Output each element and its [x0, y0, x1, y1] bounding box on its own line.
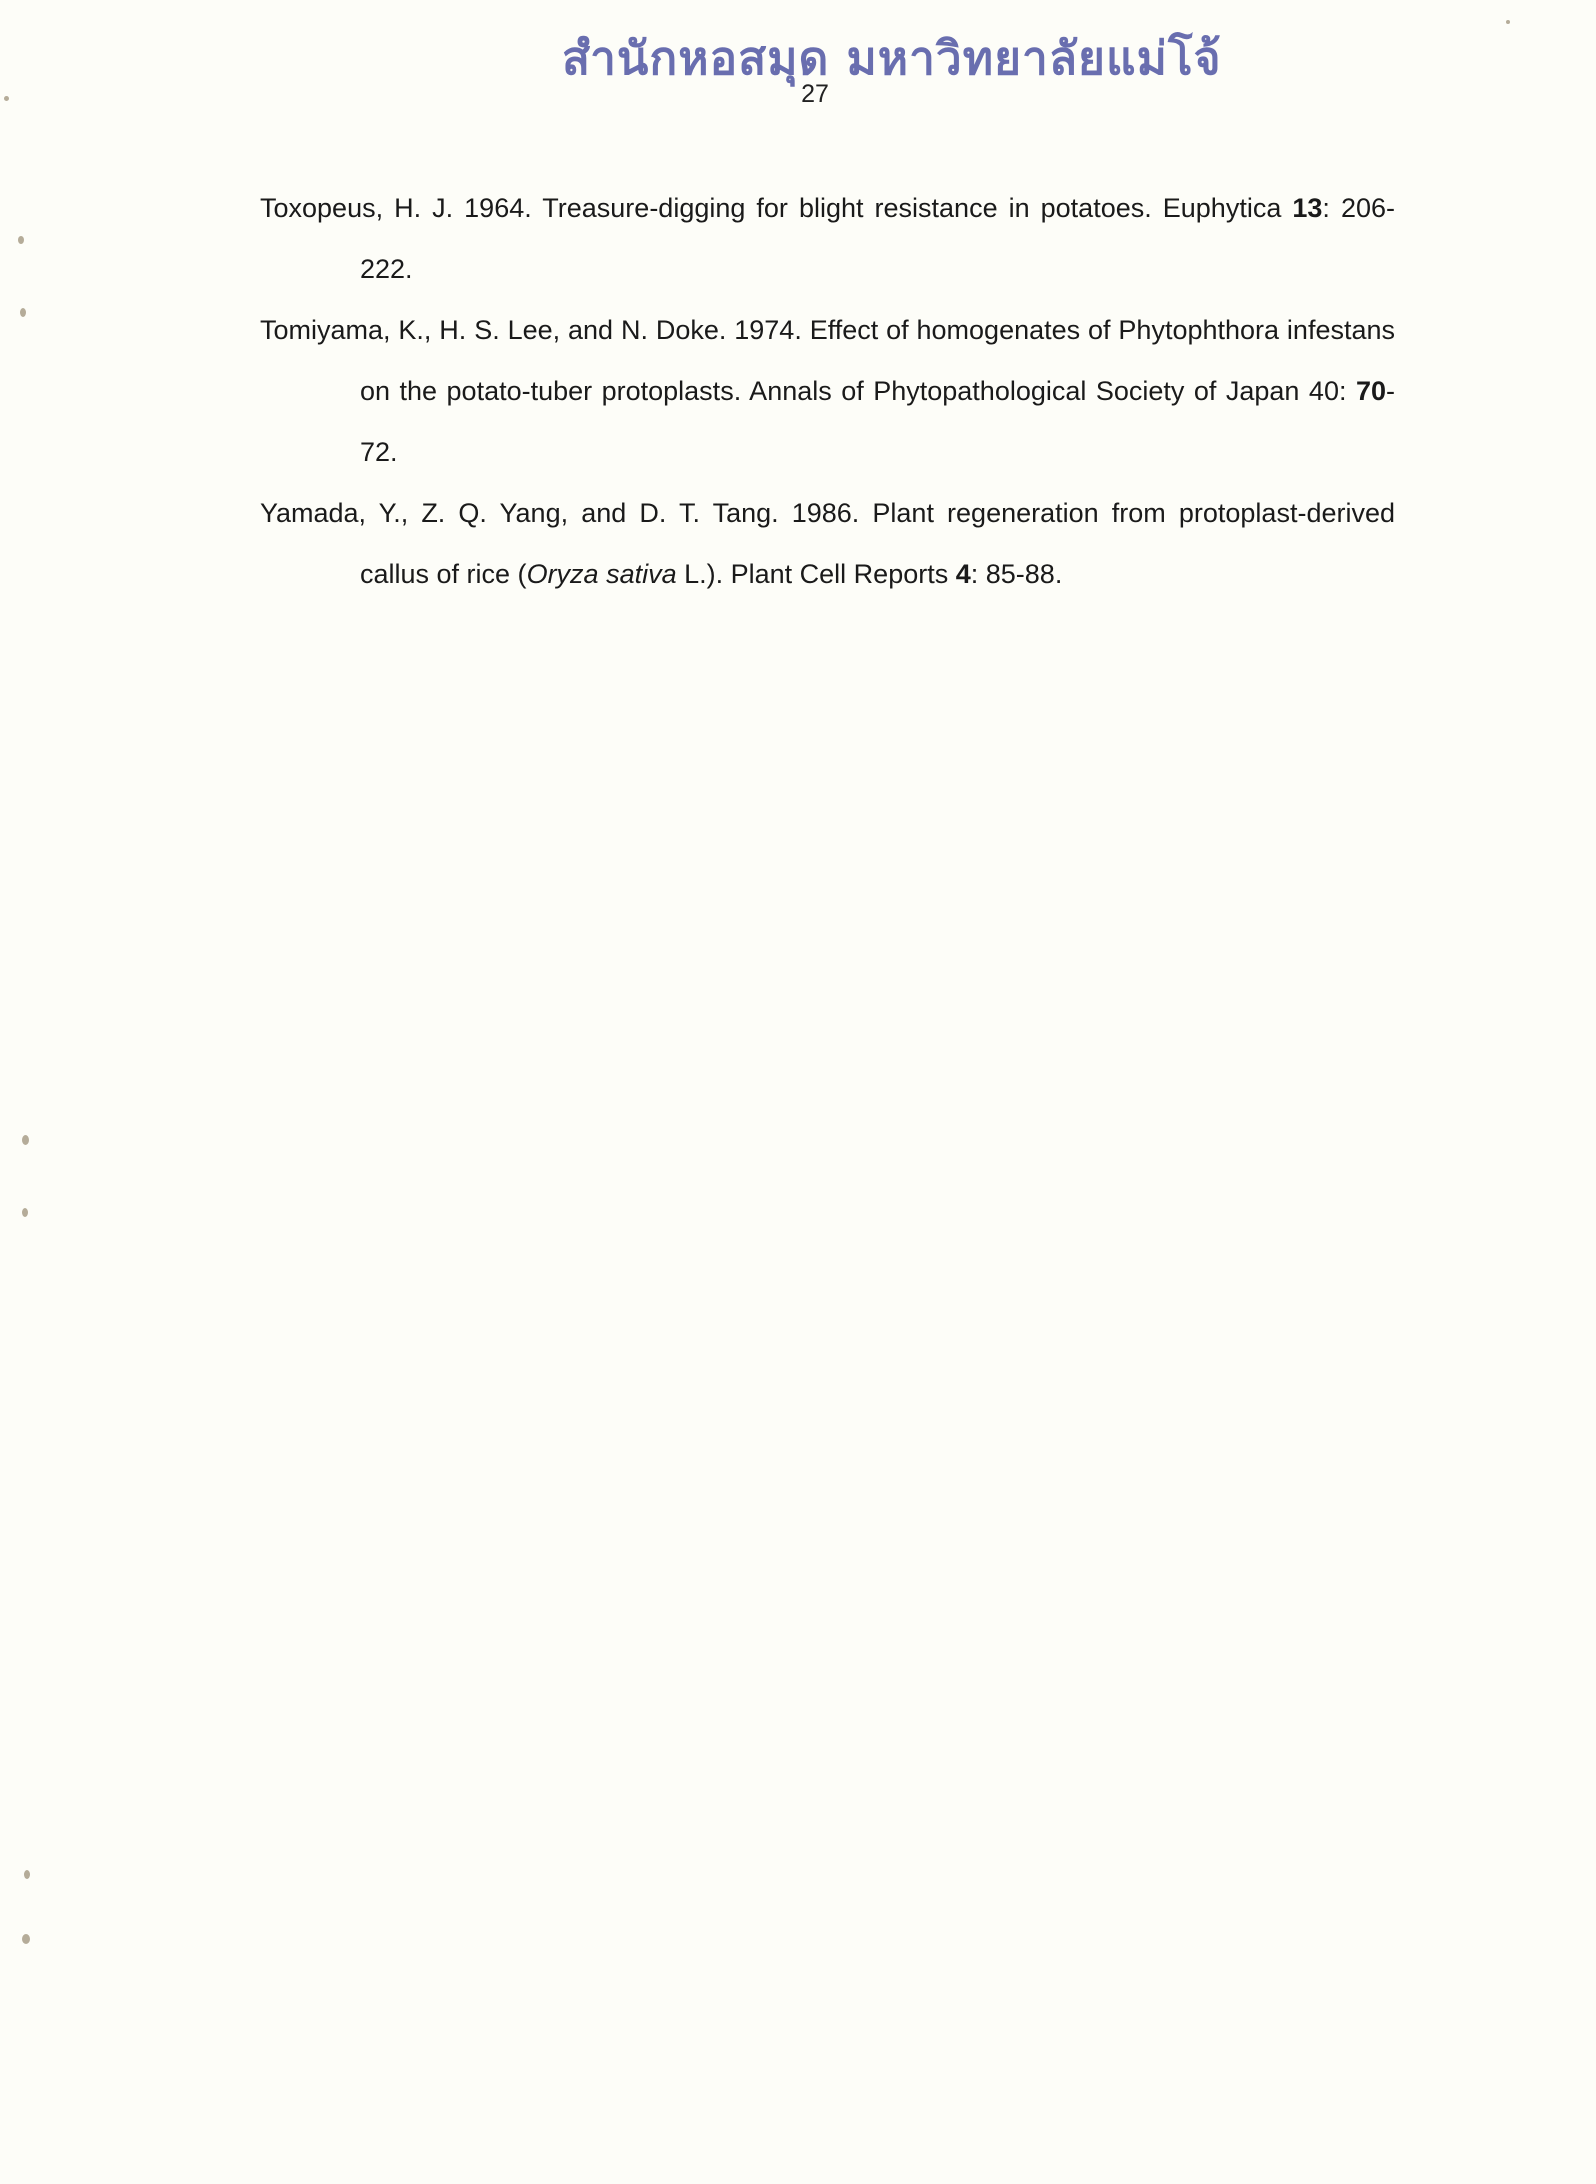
reference-pages: -72.: [360, 376, 1395, 467]
scan-speck: [20, 308, 26, 317]
reference-species: Oryza sativa: [526, 559, 677, 589]
scan-speck: [4, 96, 9, 101]
reference-pages: : 85-88.: [970, 559, 1063, 589]
library-stamp: สำนักหอสมุด มหาวิทยาลัยแม่โจ้: [562, 31, 1222, 85]
reference-volume: 4: [955, 559, 971, 589]
reference-journal: L.). Plant Cell Reports: [676, 559, 956, 589]
scan-speck: [18, 236, 24, 244]
reference-text: Toxopeus, H. J. 1964. Treasure-digging for blight resistance in potatoes. Euphytica: [260, 193, 1293, 223]
page-number: 27: [801, 80, 829, 108]
reference-pages: : 206-222.: [360, 193, 1395, 284]
reference-entry-yamada: [260, 483, 1395, 605]
scan-speck: [1506, 20, 1510, 24]
scan-speck: [22, 1934, 30, 1944]
scan-speck: [22, 1135, 29, 1145]
reference-volume: 13: [1292, 193, 1323, 223]
reference-pages-start: 70: [1355, 376, 1386, 406]
reference-text: Yamada, Y., Z. Q. Yang, and D. T. Tang. 1986. Plant regeneration from protoplast-derived callus of rice (: [260, 498, 1395, 589]
scan-speck: [24, 1870, 30, 1879]
reference-entry-tomiyama: [260, 300, 1395, 483]
reference-list: [260, 178, 1395, 605]
scan-speck: [22, 1208, 28, 1217]
reference-text: Tomiyama, K., H. S. Lee, and N. Doke. 1974. Effect of homogenates of Phytophthora infestans on the potato-tuber protoplasts. Annals of Phytopathological Society of Japan 40:: [260, 315, 1395, 406]
reference-entry-toxopeus: [260, 178, 1395, 300]
